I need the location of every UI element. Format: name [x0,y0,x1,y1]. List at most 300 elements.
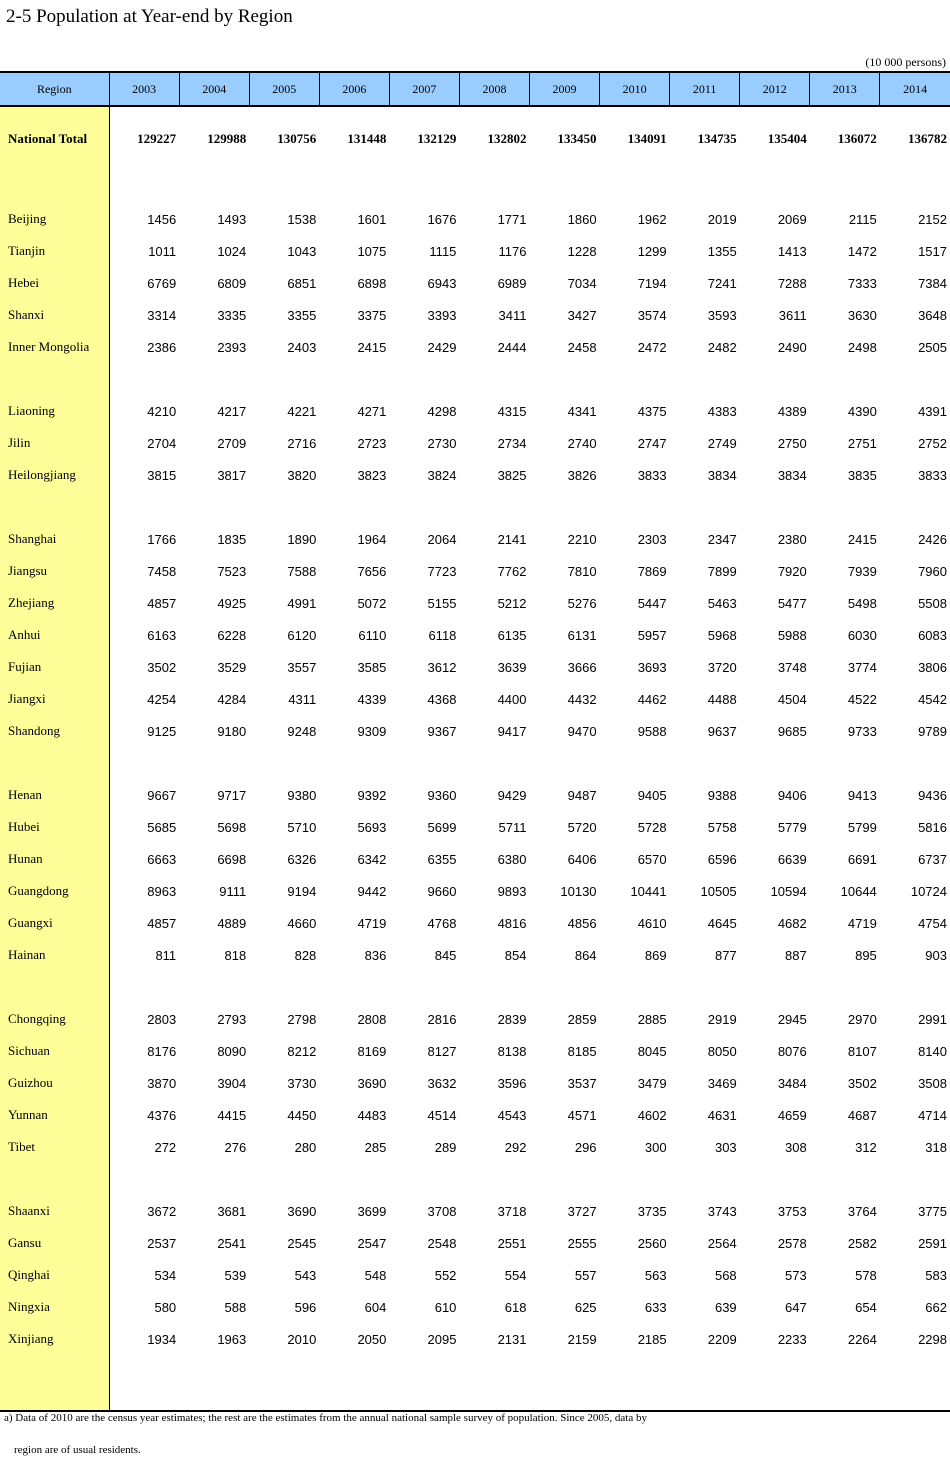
region-row [0,811,950,843]
value-cell: 1176 [498,243,527,259]
value-cell: 4217 [217,403,247,419]
region-name: Jilin [0,427,109,459]
region-row [0,779,950,811]
region-name: Liaoning [0,395,109,427]
value-cell: 1538 [287,211,317,227]
value-cell: 7523 [217,563,247,579]
value-cell: 4768 [427,915,457,931]
region-name: Hubei [0,811,109,843]
value-cell: 7762 [497,563,527,579]
value-cell: 573 [785,1267,807,1283]
value-cell: 10594 [770,883,807,899]
value-cell: 8185 [567,1043,597,1059]
value-cell: 10130 [560,883,597,899]
value-cell: 4857 [147,915,177,931]
region-name: Hebei [0,267,109,299]
region-name: National Total [0,106,109,171]
value-cell: 2560 [637,1235,667,1251]
value-cell: 6596 [707,851,737,867]
value-cell: 1355 [707,243,737,259]
region-row [0,1323,950,1355]
value-cell: 5779 [777,819,807,835]
value-cell: 2970 [847,1011,877,1027]
value-cell: 8169 [357,1043,387,1059]
value-cell: 5988 [777,627,807,643]
value-cell: 610 [434,1299,457,1315]
region-name: Xinjiang [0,1323,109,1355]
value-cell: 3708 [427,1203,457,1219]
value-cell: 6570 [637,851,667,867]
value-cell: 3681 [217,1203,247,1219]
value-cell: 6663 [147,851,177,867]
region-name: Beijing [0,203,109,235]
region-name: Jiangxi [0,683,109,715]
value-cell: 2803 [147,1011,177,1027]
region-name: Hunan [0,843,109,875]
value-cell: 2233 [777,1331,807,1347]
value-cell: 2010 [287,1331,317,1347]
region-name: Hainan [0,939,109,971]
value-cell: 3775 [918,1203,947,1219]
value-cell: 2019 [707,211,737,227]
value-cell: 1299 [637,243,667,259]
value-cell: 8127 [427,1043,457,1059]
table-header [0,72,950,106]
value-cell: 9789 [918,723,947,739]
region-row [0,875,950,907]
value-cell: 2751 [847,435,877,451]
spacer-row [0,1163,950,1195]
region-row [0,427,950,459]
value-cell: 8050 [707,1043,737,1059]
value-cell: 3718 [497,1203,527,1219]
value-cell: 3611 [778,307,807,323]
value-cell: 285 [364,1139,387,1155]
value-cell: 1413 [777,243,807,259]
value-cell: 3672 [147,1203,177,1219]
value-cell: 130756 [277,131,317,146]
value-cell: 4389 [777,403,807,419]
value-cell: 3817 [217,467,247,483]
value-cell: 6769 [147,275,177,291]
value-cell: 289 [434,1139,457,1155]
value-cell: 6326 [287,851,317,867]
value-cell: 2064 [427,531,457,547]
value-cell: 3593 [707,307,737,323]
value-cell: 4571 [567,1107,597,1123]
value-cell: 563 [644,1267,667,1283]
value-cell: 6131 [567,627,597,643]
value-cell: 662 [925,1299,947,1315]
value-cell: 2458 [567,339,597,355]
value-cell: 9660 [427,883,457,899]
value-cell: 9392 [357,787,387,803]
value-cell: 3612 [427,659,457,675]
value-cell: 4522 [847,691,877,707]
region-name: Shaanxi [0,1195,109,1227]
value-cell: 7241 [707,275,737,291]
value-cell: 6737 [918,851,947,867]
value-cell: 3774 [847,659,877,675]
value-cell: 3502 [147,659,177,675]
value-cell: 2749 [707,435,737,451]
value-cell: 5799 [847,819,877,835]
value-cell: 3699 [357,1203,387,1219]
value-cell: 2209 [707,1331,737,1347]
value-cell: 836 [364,947,387,963]
value-cell: 2298 [918,1331,947,1347]
value-cell: 2716 [287,435,317,451]
value-cell: 3427 [567,307,597,323]
value-cell: 2798 [287,1011,317,1027]
value-cell: 2545 [287,1235,317,1251]
value-cell: 2945 [777,1011,807,1027]
value-cell: 7920 [777,563,807,579]
value-cell: 9733 [847,723,877,739]
value-cell: 7588 [287,563,317,579]
value-cell: 5477 [777,595,807,611]
value-cell: 7333 [847,275,877,291]
value-cell: 4315 [497,403,527,419]
value-cell: 134091 [627,131,667,146]
value-cell: 1456 [147,211,177,227]
value-cell: 132802 [487,131,527,146]
value-cell: 845 [434,947,457,963]
value-cell: 9413 [847,787,877,803]
value-cell: 2541 [217,1235,247,1251]
value-cell: 4254 [147,691,177,707]
region-row [0,715,950,747]
value-cell: 2069 [777,211,807,227]
value-cell: 2747 [637,435,667,451]
value-cell: 2426 [918,531,947,547]
value-cell: 5447 [637,595,667,611]
value-cell: 3870 [147,1075,177,1091]
value-cell: 4631 [707,1107,737,1123]
value-cell: 1934 [147,1331,177,1347]
value-cell: 811 [155,947,177,963]
value-cell: 6380 [497,851,527,867]
value-cell: 2152 [918,211,947,227]
value-cell: 895 [855,947,877,963]
value-cell: 3596 [497,1075,527,1091]
header-year-2012: 2012 [740,72,810,106]
value-cell: 9388 [707,787,737,803]
value-cell: 8090 [217,1043,247,1059]
population-table-container [0,71,950,1412]
value-cell: 2490 [777,339,807,355]
value-cell: 129988 [207,131,247,146]
value-cell: 10644 [840,883,877,899]
value-cell: 4660 [287,915,317,931]
value-cell: 308 [785,1139,807,1155]
value-cell: 136782 [908,131,947,146]
value-cell: 1766 [147,531,177,547]
value-cell: 3557 [287,659,317,675]
value-cell: 1676 [427,211,457,227]
value-cell: 3574 [637,307,667,323]
footnote-line-1: a) Data of 2010 are the census year estimates; the rest are the estimates from the annual national sample survey of population. Since 2005, data by [4,1412,647,1424]
value-cell: 1228 [567,243,597,259]
value-cell: 554 [504,1267,527,1283]
value-cell: 1964 [357,531,387,547]
value-cell: 5957 [637,627,667,643]
value-cell: 3502 [847,1075,877,1091]
value-cell: 618 [504,1299,527,1315]
value-cell: 5711 [498,819,527,835]
value-cell: 647 [785,1299,807,1315]
value-cell: 4856 [567,915,597,931]
value-cell: 6691 [847,851,877,867]
value-cell: 9893 [497,883,527,899]
value-cell: 2429 [427,339,457,355]
value-cell: 292 [504,1139,527,1155]
value-cell: 3314 [147,307,177,323]
value-cell: 9588 [637,723,667,739]
value-cell: 2859 [567,1011,597,1027]
value-cell: 8212 [287,1043,317,1059]
value-cell: 6118 [428,627,457,643]
value-cell: 8138 [497,1043,527,1059]
value-cell: 4488 [707,691,737,707]
value-cell: 2750 [777,435,807,451]
value-cell: 6163 [147,627,177,643]
value-cell: 6083 [918,627,947,643]
region-row [0,459,950,491]
value-cell: 2185 [637,1331,667,1347]
value-cell: 3743 [707,1203,737,1219]
value-cell: 3806 [918,659,947,675]
value-cell: 3639 [497,659,527,675]
value-cell: 3469 [707,1075,737,1091]
value-cell: 7899 [707,563,737,579]
region-name: Anhui [0,619,109,651]
value-cell: 2547 [357,1235,387,1251]
value-cell: 9667 [147,787,177,803]
region-name: Tibet [0,1131,109,1163]
value-cell: 134735 [697,131,737,146]
header-year-2010: 2010 [600,72,670,106]
value-cell: 7656 [357,563,387,579]
value-cell: 8140 [918,1043,947,1059]
header-region: Region [0,72,109,106]
value-cell: 2141 [497,531,527,547]
value-cell: 2734 [497,435,527,451]
value-cell: 1771 [497,211,527,227]
value-cell: 2709 [217,435,247,451]
value-cell: 4376 [147,1107,177,1123]
value-cell: 3825 [497,467,527,483]
value-cell: 1493 [217,211,247,227]
value-cell: 4714 [918,1107,947,1123]
value-cell: 1115 [429,243,457,259]
value-cell: 4889 [217,915,247,931]
region-row [0,523,950,555]
value-cell: 5685 [147,819,177,835]
value-cell: 5710 [287,819,317,835]
value-cell: 5698 [217,819,247,835]
value-cell: 818 [224,947,247,963]
value-cell: 3690 [287,1203,317,1219]
value-cell: 583 [925,1267,947,1283]
region-row [0,907,950,939]
region-name: Henan [0,779,109,811]
value-cell: 10724 [910,883,947,899]
national-total-row [0,106,950,171]
region-row [0,203,950,235]
value-cell: 9442 [357,883,387,899]
value-cell: 6943 [427,275,457,291]
value-cell: 3484 [777,1075,807,1091]
spacer-row [0,971,950,1003]
value-cell: 2303 [637,531,667,547]
value-cell: 4271 [357,403,387,419]
value-cell: 8045 [637,1043,667,1059]
value-cell: 10505 [700,883,737,899]
value-cell: 3355 [287,307,317,323]
region-row [0,619,950,651]
header-row [0,72,950,106]
header-year-2011: 2011 [670,72,740,106]
value-cell: 9717 [217,787,247,803]
value-cell: 3393 [427,307,457,323]
region-row [0,843,950,875]
value-cell: 1963 [217,1331,247,1347]
value-cell: 3693 [637,659,667,675]
value-cell: 578 [855,1267,877,1283]
value-cell: 568 [714,1267,737,1283]
value-cell: 2415 [357,339,387,355]
value-cell: 2393 [217,339,247,355]
header-year-2008: 2008 [459,72,529,106]
region-name: Guangxi [0,907,109,939]
value-cell: 869 [644,947,667,963]
value-cell: 4719 [847,915,877,931]
value-cell: 2115 [848,211,877,227]
region-name: Jiangsu [0,555,109,587]
value-cell: 7194 [637,275,667,291]
value-cell: 9309 [357,723,387,739]
value-cell: 4483 [357,1107,387,1123]
value-cell: 2564 [707,1235,737,1251]
value-cell: 3834 [707,467,737,483]
value-cell: 3730 [287,1075,317,1091]
region-row [0,1035,950,1067]
region-name: Zhejiang [0,587,109,619]
value-cell: 4391 [918,403,947,419]
value-cell: 5693 [357,819,387,835]
value-cell: 4400 [497,691,527,707]
value-cell: 4645 [707,915,737,931]
value-cell: 2403 [287,339,317,355]
value-cell: 1043 [287,243,317,259]
region-row [0,651,950,683]
value-cell: 3648 [918,307,947,323]
value-cell: 4462 [637,691,667,707]
region-name: Shanghai [0,523,109,555]
value-cell: 1024 [217,243,247,259]
spacer-row [0,491,950,523]
value-cell: 1517 [918,243,947,259]
value-cell: 2839 [497,1011,527,1027]
value-cell: 2537 [147,1235,177,1251]
value-cell: 9406 [777,787,807,803]
value-cell: 312 [855,1139,877,1155]
region-name: Ningxia [0,1291,109,1323]
region-name: Sichuan [0,1035,109,1067]
value-cell: 3335 [217,307,247,323]
value-cell: 2380 [777,531,807,547]
value-cell: 2808 [357,1011,387,1027]
region-name: Inner Mongolia [0,331,109,363]
value-cell: 6120 [287,627,317,643]
region-name: Guangdong [0,875,109,907]
value-cell: 1011 [148,243,177,259]
value-cell: 3375 [357,307,387,323]
value-cell: 625 [574,1299,597,1315]
value-cell: 552 [434,1267,457,1283]
value-cell: 557 [574,1267,597,1283]
value-cell: 4610 [637,915,667,931]
value-cell: 7034 [567,275,597,291]
value-cell: 2210 [567,531,597,547]
value-cell: 9429 [497,787,527,803]
value-cell: 2444 [497,339,527,355]
value-cell: 3764 [847,1203,877,1219]
value-cell: 272 [154,1139,177,1155]
region-row [0,235,950,267]
value-cell: 3537 [567,1075,597,1091]
value-cell: 854 [504,947,527,963]
value-cell: 6135 [497,627,527,643]
value-cell: 9637 [707,723,737,739]
value-cell: 6898 [357,275,387,291]
population-table [0,71,950,1412]
region-row [0,1067,950,1099]
value-cell: 1601 [357,211,387,227]
region-name: Guizhou [0,1067,109,1099]
value-cell: 9380 [287,787,317,803]
value-cell: 4719 [357,915,387,931]
value-cell: 9248 [287,723,317,739]
value-cell: 1890 [287,531,317,547]
region-row [0,331,950,363]
value-cell: 2582 [847,1235,877,1251]
value-cell: 3833 [637,467,667,483]
value-cell: 136072 [837,131,877,146]
value-cell: 4341 [567,403,597,419]
value-cell: 5968 [707,627,737,643]
value-cell: 280 [294,1139,317,1155]
value-cell: 9125 [147,723,177,739]
header-year-2013: 2013 [810,72,880,106]
value-cell: 539 [224,1267,247,1283]
value-cell: 2472 [637,339,667,355]
region-name: Fujian [0,651,109,683]
value-cell: 4754 [918,915,947,931]
value-cell: 2347 [707,531,737,547]
header-year-2004: 2004 [179,72,249,106]
value-cell: 2131 [497,1331,527,1347]
page-title: 2-5 Population at Year-end by Region [6,6,293,27]
value-cell: 9436 [918,787,947,803]
value-cell: 9360 [427,787,457,803]
value-cell: 8176 [147,1043,177,1059]
value-cell: 4602 [637,1107,667,1123]
value-cell: 3727 [567,1203,597,1219]
value-cell: 300 [644,1139,667,1155]
value-cell: 10441 [630,883,667,899]
